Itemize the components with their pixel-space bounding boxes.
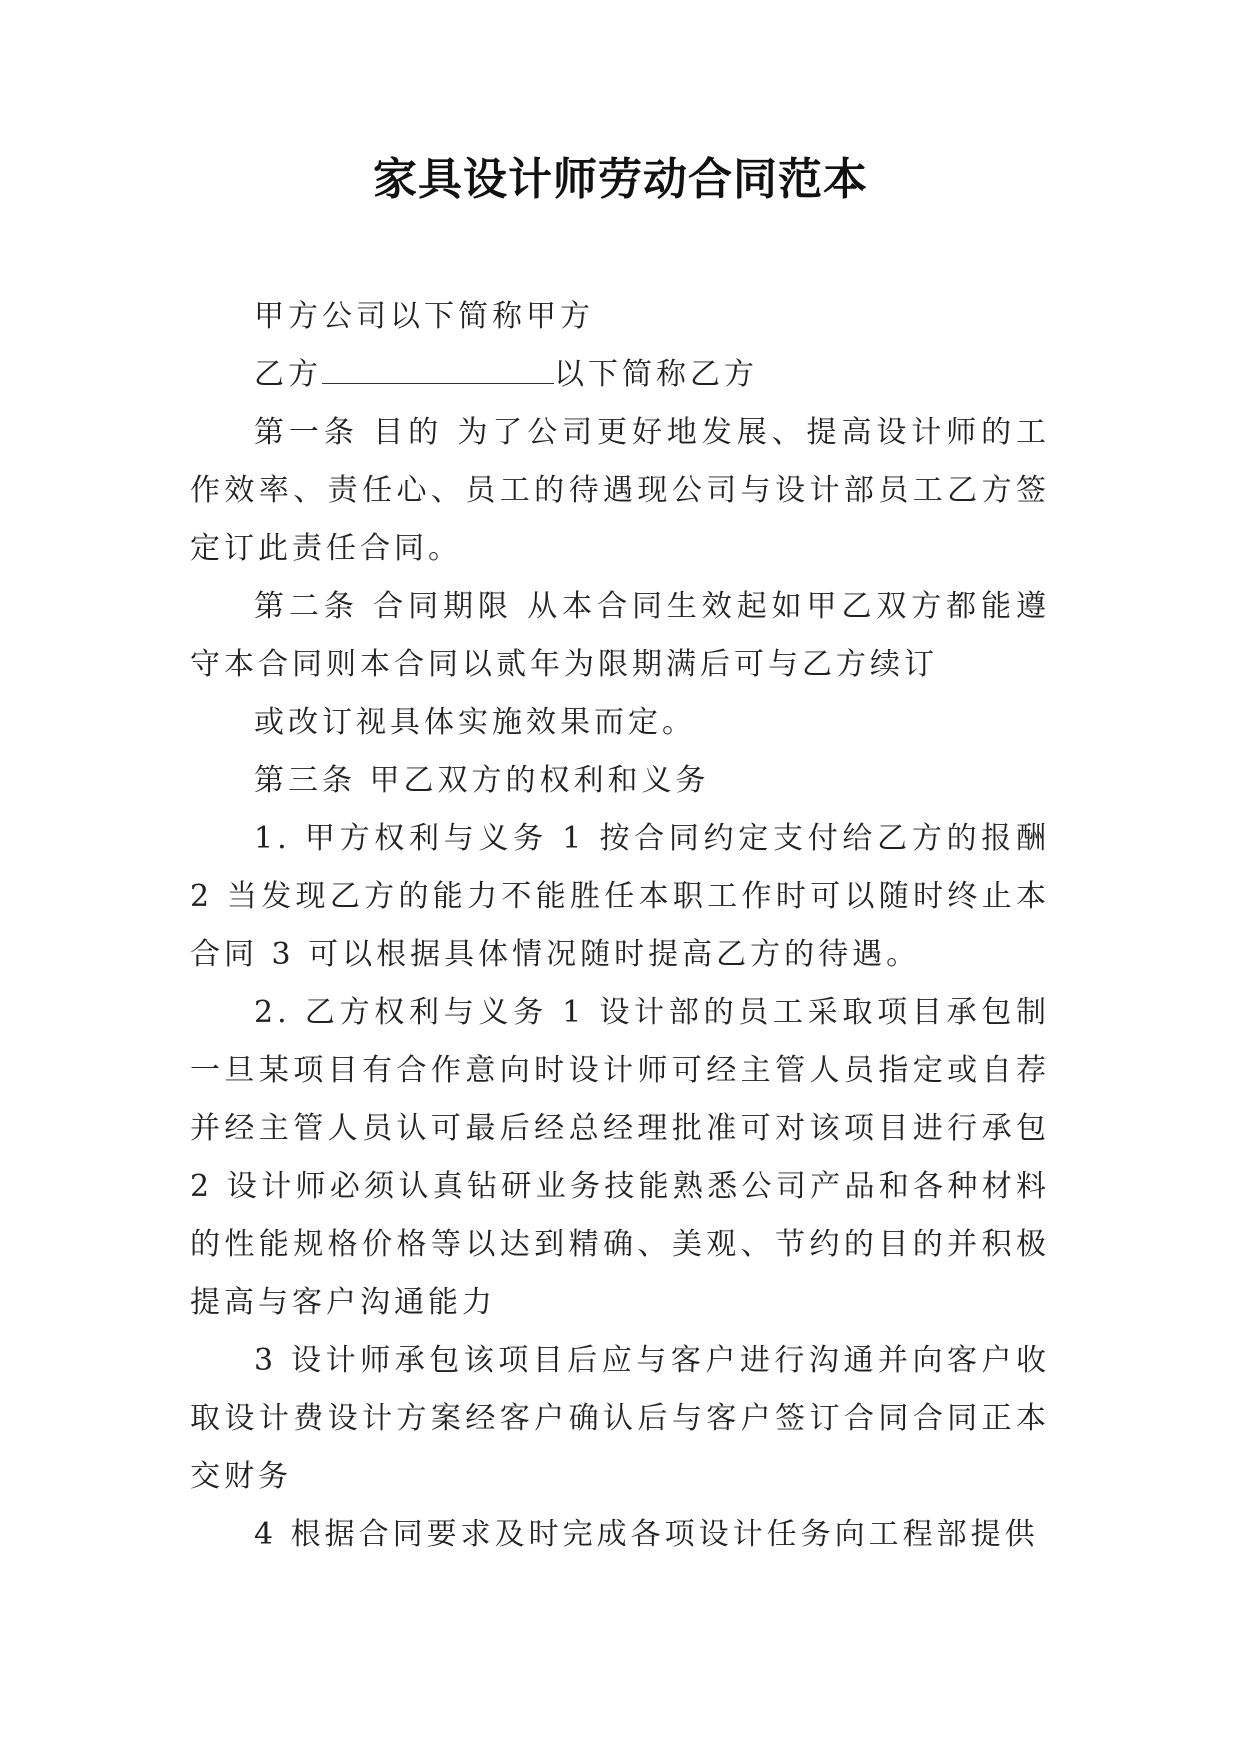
party-b-line bbox=[190, 346, 1050, 404]
article-2-continued: 或改订视具体实施效果而定。 bbox=[254, 705, 696, 740]
article-2: 第二条 合同期限 从本合同生效起如甲乙双方都能遵守本合同则本合同以贰年为限期满后可与乙方续订 bbox=[190, 589, 1050, 682]
document-title: 家具设计师劳动合同范本 bbox=[373, 154, 868, 205]
party-b-suffix: 以下简称乙方 bbox=[554, 357, 758, 392]
clause-3: 3 设计师承包该项目后应与客户进行沟通并向客户收取设计费设计方案经客户确认后与客户签订合同合同正本交财务 bbox=[190, 1343, 1050, 1494]
clause-4: 4 根据合同要求及时完成各项设计任务向工程部提供 bbox=[254, 1517, 1039, 1552]
party-b-blank bbox=[322, 353, 554, 384]
party-a-line: 甲方公司以下简称甲方 bbox=[254, 299, 594, 334]
clause-1: 1. 甲方权利与义务 1 按合同约定支付给乙方的报酬 2 当发现乙方的能力不能胜任本职工作时可以随时终止本合同 3 可以根据具体情况随时提高乙方的待遇。 bbox=[190, 821, 1050, 972]
document-body bbox=[190, 288, 1050, 1564]
article-3: 第三条 甲乙双方的权利和义务 bbox=[254, 763, 710, 798]
clause-2: 2. 乙方权利与义务 1 设计部的员工采取项目承包制一旦某项目有合作意向时设计师可经主管人员指定或自荐并经主管人员认可最后经总经理批准可对该项目进行承包 2 设计师必须认真钻研业务技能熟悉公司产品和各种材料的性能规格价格等以达到精确、美观、节约的目的并积极提高与客户沟通能力 bbox=[190, 995, 1050, 1320]
party-b-prefix: 乙方 bbox=[254, 357, 322, 392]
article-1: 第一条 目的 为了公司更好地发展、提高设计师的工作效率、责任心、员工的待遇现公司与设计部员工乙方签定订此责任合同。 bbox=[190, 415, 1050, 566]
